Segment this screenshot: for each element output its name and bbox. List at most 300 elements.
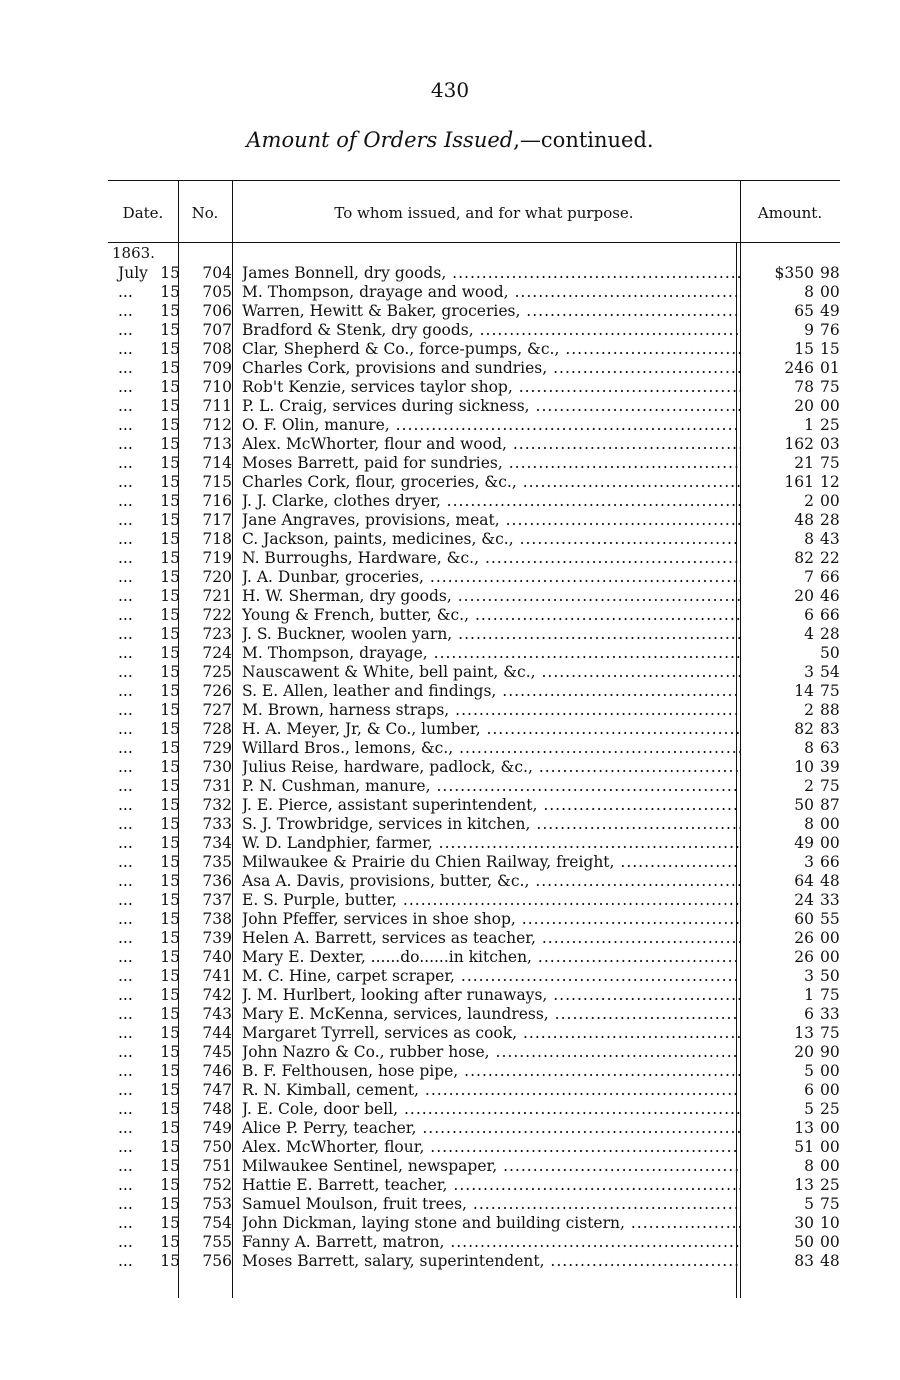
row-description: R. N. Kimball, cement, .....: [242, 1081, 740, 1100]
row-amount-dollars: 2: [804, 777, 814, 795]
row-description: O. F. Olin, manure, .....: [242, 416, 740, 435]
row-amount-dollars: 50: [794, 796, 814, 814]
table-row: [108, 701, 848, 720]
row-day: 15: [160, 587, 180, 605]
row-amount-cents: 50: [820, 644, 840, 662]
table-row: [108, 1176, 848, 1195]
row-month: ...: [118, 397, 133, 415]
row-amount-cents: 66: [820, 568, 840, 586]
row-month: ...: [118, 682, 133, 700]
row-day: 15: [160, 492, 180, 510]
row-number: 712: [202, 416, 232, 434]
row-amount-dollars: 49: [794, 834, 814, 852]
row-number: 714: [202, 454, 232, 472]
row-amount-dollars: 6: [804, 1081, 814, 1099]
page-title-italic: Amount of Orders Issued: [246, 128, 514, 152]
row-description: Bradford & Stenk, dry goods, .....: [242, 321, 740, 340]
row-day: 15: [160, 720, 180, 738]
row-number: 752: [202, 1176, 232, 1194]
row-amount-dollars: 13: [794, 1176, 814, 1194]
row-day: 15: [160, 1024, 180, 1042]
row-description: Fanny A. Barrett, matron, .....: [242, 1233, 740, 1252]
row-day: 15: [160, 454, 180, 472]
row-amount-cents: 98: [820, 264, 840, 282]
row-description: J. E. Pierce, assistant superintendent, .....: [242, 796, 740, 815]
row-description: M. Brown, harness straps, .....: [242, 701, 740, 720]
row-month: ...: [118, 606, 133, 624]
row-number: 743: [202, 1005, 232, 1023]
row-month: ...: [118, 796, 133, 814]
row-month: ...: [118, 739, 133, 757]
table-row: [108, 530, 848, 549]
row-amount-cents: 75: [820, 454, 840, 472]
row-month: ...: [118, 283, 133, 301]
row-amount-dollars: 3: [804, 967, 814, 985]
row-amount-dollars: 1: [804, 416, 814, 434]
table-row: [108, 283, 848, 302]
row-amount-cents: 66: [820, 606, 840, 624]
row-number: 718: [202, 530, 232, 548]
row-description: S. J. Trowbridge, services in kitchen, .....: [242, 815, 740, 834]
table-row: [108, 1081, 848, 1100]
table-row: [108, 511, 848, 530]
table-row: [108, 853, 848, 872]
row-description: M. Thompson, drayage, .....: [242, 644, 740, 663]
row-day: 15: [160, 872, 180, 890]
row-number: 728: [202, 720, 232, 738]
row-amount-cents: 75: [820, 777, 840, 795]
row-number: 745: [202, 1043, 232, 1061]
table-row: [108, 264, 848, 283]
row-month: ...: [118, 1157, 133, 1175]
table-row: [108, 1233, 848, 1252]
row-amount-dollars: 20: [794, 397, 814, 415]
row-amount-cents: 00: [820, 1138, 840, 1156]
table-row: [108, 606, 848, 625]
row-amount-dollars: 64: [794, 872, 814, 890]
row-month: ...: [118, 625, 133, 643]
row-amount-cents: 15: [820, 340, 840, 358]
header-date: Date.: [122, 204, 164, 222]
row-amount-dollars: 30: [794, 1214, 814, 1232]
row-number: 723: [202, 625, 232, 643]
row-number: 710: [202, 378, 232, 396]
page-title: [0, 128, 900, 152]
row-amount-cents: 33: [820, 891, 840, 909]
row-day: 15: [160, 359, 180, 377]
row-amount-dollars: 3: [804, 853, 814, 871]
row-month: ...: [118, 834, 133, 852]
row-day: 15: [160, 435, 180, 453]
row-month: ...: [118, 1119, 133, 1137]
row-month: ...: [118, 359, 133, 377]
row-day: 15: [160, 644, 180, 662]
row-amount-dollars: 2: [804, 492, 814, 510]
row-number: 706: [202, 302, 232, 320]
row-month: ...: [118, 473, 133, 491]
table-row: [108, 1005, 848, 1024]
table-row: [108, 340, 848, 359]
row-day: 15: [160, 682, 180, 700]
row-month: ...: [118, 910, 133, 928]
row-month: ...: [118, 416, 133, 434]
row-month: ...: [118, 1214, 133, 1232]
table-row: [108, 758, 848, 777]
row-day: 15: [160, 834, 180, 852]
table-row: [108, 549, 848, 568]
row-amount-cents: 00: [820, 1119, 840, 1137]
row-description: P. N. Cushman, manure, .....: [242, 777, 740, 796]
row-amount-dollars: 26: [794, 929, 814, 947]
row-description: Rob't Kenzie, services taylor shop, .....: [242, 378, 740, 397]
row-day: 15: [160, 625, 180, 643]
row-month: ...: [118, 891, 133, 909]
row-description: Charles Cork, flour, groceries, &c., .....: [242, 473, 740, 492]
table-header-rule: [108, 242, 840, 243]
row-number: 722: [202, 606, 232, 624]
row-description: C. Jackson, paints, medicines, &c., .....: [242, 530, 740, 549]
row-number: 748: [202, 1100, 232, 1118]
row-month: ...: [118, 568, 133, 586]
header-purpose: To whom issued, and for what purpose.: [334, 204, 634, 222]
row-number: 740: [202, 948, 232, 966]
row-day: 15: [160, 758, 180, 776]
row-description: J. M. Hurlbert, looking after runaways, .....: [242, 986, 740, 1005]
table-row: [108, 1195, 848, 1214]
table-row: [108, 492, 848, 511]
row-amount-dollars: 14: [794, 682, 814, 700]
row-description: J. S. Buckner, woolen yarn, .....: [242, 625, 740, 644]
row-amount-cents: 00: [820, 397, 840, 415]
row-description: M. Thompson, drayage and wood, .....: [242, 283, 740, 302]
row-amount-dollars: 83: [794, 1252, 814, 1270]
row-day: 15: [160, 1195, 180, 1213]
row-amount-cents: 00: [820, 815, 840, 833]
row-amount-cents: 75: [820, 682, 840, 700]
row-number: 715: [202, 473, 232, 491]
row-month: ...: [118, 1195, 133, 1213]
row-number: 749: [202, 1119, 232, 1137]
row-day: 15: [160, 1252, 180, 1270]
row-description: James Bonnell, dry goods, .....: [242, 264, 740, 283]
row-description: Jane Angraves, provisions, meat, .....: [242, 511, 740, 530]
row-description: John Dickman, laying stone and building cistern, .....: [242, 1214, 740, 1233]
row-amount-dollars: 8: [804, 815, 814, 833]
row-description: S. E. Allen, leather and findings, .....: [242, 682, 740, 701]
table-top-rule: [108, 180, 840, 181]
row-description: Nauscawent & White, bell paint, &c., .....: [242, 663, 740, 682]
row-amount-cents: 76: [820, 321, 840, 339]
row-amount-dollars: 60: [794, 910, 814, 928]
row-number: 733: [202, 815, 232, 833]
row-description: John Pfeffer, services in shoe shop, .....: [242, 910, 740, 929]
table-row: [108, 321, 848, 340]
row-description: John Nazro & Co., rubber hose, .....: [242, 1043, 740, 1062]
row-number: 756: [202, 1252, 232, 1270]
row-description: Moses Barrett, salary, superintendent, .....: [242, 1252, 740, 1271]
row-amount-cents: 63: [820, 739, 840, 757]
row-amount-dollars: 246: [784, 359, 814, 377]
row-amount-dollars: 24: [794, 891, 814, 909]
row-amount-cents: 00: [820, 1081, 840, 1099]
row-number: 738: [202, 910, 232, 928]
table-row: [108, 910, 848, 929]
row-amount-cents: 25: [820, 1100, 840, 1118]
row-day: 15: [160, 606, 180, 624]
row-number: 732: [202, 796, 232, 814]
row-description: Willard Bros., lemons, &c., .....: [242, 739, 740, 758]
row-amount-dollars: 161: [784, 473, 814, 491]
table-row: [108, 587, 848, 606]
row-amount-dollars: 7: [804, 568, 814, 586]
row-day: 15: [160, 777, 180, 795]
row-day: 15: [160, 1005, 180, 1023]
row-month: ...: [118, 492, 133, 510]
header-number: No.: [191, 204, 219, 222]
row-number: 725: [202, 663, 232, 681]
row-amount-cents: 12: [820, 473, 840, 491]
row-amount-dollars: 13: [794, 1024, 814, 1042]
row-amount-dollars: 82: [794, 720, 814, 738]
row-amount-dollars: 6: [804, 606, 814, 624]
row-month: ...: [118, 511, 133, 529]
table-row: [108, 929, 848, 948]
row-description: Young & French, butter, &c., .....: [242, 606, 740, 625]
row-description: N. Burroughs, Hardware, &c., .....: [242, 549, 740, 568]
row-amount-dollars: 82: [794, 549, 814, 567]
table-row: [108, 359, 848, 378]
row-day: 15: [160, 568, 180, 586]
row-description: Milwaukee & Prairie du Chien Railway, freight, .....: [242, 853, 740, 872]
row-description: H. A. Meyer, Jr, & Co., lumber, .....: [242, 720, 740, 739]
row-number: 726: [202, 682, 232, 700]
row-amount-dollars: 21: [794, 454, 814, 472]
row-amount-dollars: 51: [794, 1138, 814, 1156]
row-amount-dollars: 13: [794, 1119, 814, 1137]
row-number: 755: [202, 1233, 232, 1251]
row-month: ...: [118, 948, 133, 966]
row-amount-cents: 48: [820, 1252, 840, 1270]
table-row: [108, 1214, 848, 1233]
row-day: 15: [160, 283, 180, 301]
row-month: ...: [118, 454, 133, 472]
row-amount-dollars: 5: [804, 1062, 814, 1080]
row-number: 746: [202, 1062, 232, 1080]
row-number: 724: [202, 644, 232, 662]
row-day: 15: [160, 891, 180, 909]
row-description: W. D. Landphier, farmer, .....: [242, 834, 740, 853]
table-row: [108, 1138, 848, 1157]
row-number: 713: [202, 435, 232, 453]
row-description: Alice P. Perry, teacher, .....: [242, 1119, 740, 1138]
row-day: 15: [160, 549, 180, 567]
table-row: [108, 834, 848, 853]
row-day: 15: [160, 416, 180, 434]
table-row: [108, 1043, 848, 1062]
row-amount-cents: 00: [820, 929, 840, 947]
row-number: 709: [202, 359, 232, 377]
row-amount-dollars: 3: [804, 663, 814, 681]
row-amount-cents: 90: [820, 1043, 840, 1061]
row-description: Milwaukee Sentinel, newspaper, .....: [242, 1157, 740, 1176]
table-row: [108, 416, 848, 435]
row-amount-cents: 83: [820, 720, 840, 738]
row-amount-cents: 00: [820, 492, 840, 510]
row-day: 15: [160, 1176, 180, 1194]
row-day: 15: [160, 321, 180, 339]
row-amount-dollars: 5: [804, 1195, 814, 1213]
row-description: Helen A. Barrett, services as teacher, .....: [242, 929, 740, 948]
row-number: 742: [202, 986, 232, 1004]
row-number: 730: [202, 758, 232, 776]
row-month: ...: [118, 1233, 133, 1251]
row-month: ...: [118, 986, 133, 1004]
row-month: ...: [118, 1005, 133, 1023]
row-month: ...: [118, 378, 133, 396]
row-month: ...: [118, 1062, 133, 1080]
row-day: 15: [160, 378, 180, 396]
table-row: [108, 1119, 848, 1138]
row-amount-cents: 00: [820, 1062, 840, 1080]
table-row: [108, 967, 848, 986]
row-description: Warren, Hewitt & Baker, groceries, .....: [242, 302, 740, 321]
table-row: [108, 986, 848, 1005]
row-day: 15: [160, 663, 180, 681]
row-number: 739: [202, 929, 232, 947]
row-month: ...: [118, 1043, 133, 1061]
row-amount-cents: 00: [820, 834, 840, 852]
row-day: 15: [160, 967, 180, 985]
row-description: E. S. Purple, butter, .....: [242, 891, 740, 910]
row-day: 15: [160, 340, 180, 358]
table-row: [108, 397, 848, 416]
row-day: 15: [160, 1119, 180, 1137]
row-amount-cents: 00: [820, 1157, 840, 1175]
row-amount-cents: 39: [820, 758, 840, 776]
table-row: [108, 302, 848, 321]
row-number: 750: [202, 1138, 232, 1156]
row-description: Charles Cork, provisions and sundries, .....: [242, 359, 740, 378]
row-number: 708: [202, 340, 232, 358]
row-amount-cents: 87: [820, 796, 840, 814]
row-amount-cents: 28: [820, 511, 840, 529]
row-amount-dollars: 5: [804, 1100, 814, 1118]
row-month: ...: [118, 1081, 133, 1099]
table-row: [108, 891, 848, 910]
row-day: 15: [160, 739, 180, 757]
row-amount-cents: 54: [820, 663, 840, 681]
row-day: 15: [160, 1157, 180, 1175]
table-row: [108, 1024, 848, 1043]
row-number: 751: [202, 1157, 232, 1175]
row-amount-cents: 01: [820, 359, 840, 377]
row-month: ...: [118, 321, 133, 339]
row-number: 753: [202, 1195, 232, 1213]
row-amount-cents: 49: [820, 302, 840, 320]
row-month: ...: [118, 872, 133, 890]
row-number: 744: [202, 1024, 232, 1042]
row-month: ...: [118, 720, 133, 738]
row-number: 717: [202, 511, 232, 529]
table-row: [108, 720, 848, 739]
row-amount-cents: 75: [820, 1024, 840, 1042]
row-amount-cents: 48: [820, 872, 840, 890]
row-month: ...: [118, 435, 133, 453]
row-description: J. J. Clarke, clothes dryer, .....: [242, 492, 740, 511]
row-description: Clar, Shepherd & Co., force-pumps, &c., .....: [242, 340, 740, 359]
row-month: ...: [118, 701, 133, 719]
row-amount-dollars: 20: [794, 1043, 814, 1061]
table-row: [108, 1157, 848, 1176]
table-row: [108, 777, 848, 796]
table-row: [108, 815, 848, 834]
row-amount-dollars: 78: [794, 378, 814, 396]
row-amount-dollars: 162: [784, 435, 814, 453]
row-description: J. A. Dunbar, groceries, .....: [242, 568, 740, 587]
table-row: [108, 625, 848, 644]
table-row: [108, 663, 848, 682]
row-amount-dollars: 26: [794, 948, 814, 966]
row-day: 15: [160, 1100, 180, 1118]
row-month: ...: [118, 1176, 133, 1194]
row-day: 15: [160, 910, 180, 928]
table-row: [108, 568, 848, 587]
row-day: 15: [160, 1233, 180, 1251]
row-description: Samuel Moulson, fruit trees, .....: [242, 1195, 740, 1214]
orders-table-body: [108, 264, 848, 1271]
row-description: P. L. Craig, services during sickness, .....: [242, 397, 740, 416]
row-number: 731: [202, 777, 232, 795]
row-day: 15: [160, 511, 180, 529]
row-amount-cents: 43: [820, 530, 840, 548]
row-amount-cents: 75: [820, 378, 840, 396]
row-amount-dollars: 20: [794, 587, 814, 605]
row-amount-dollars: 4: [804, 625, 814, 643]
row-day: 15: [160, 948, 180, 966]
row-day: 15: [160, 986, 180, 1004]
row-month: ...: [118, 853, 133, 871]
row-number: 716: [202, 492, 232, 510]
row-day: 15: [160, 302, 180, 320]
row-amount-cents: 46: [820, 587, 840, 605]
row-day: 15: [160, 1138, 180, 1156]
row-day: 15: [160, 397, 180, 415]
row-description: Julius Reise, hardware, padlock, &c., .....: [242, 758, 740, 777]
row-amount-cents: 25: [820, 1176, 840, 1194]
row-number: 704: [202, 264, 232, 282]
row-month: ...: [118, 530, 133, 548]
row-number: 747: [202, 1081, 232, 1099]
row-number: 705: [202, 283, 232, 301]
row-amount-dollars: 48: [794, 511, 814, 529]
row-month: ...: [118, 815, 133, 833]
row-description: J. E. Cole, door bell, .....: [242, 1100, 740, 1119]
row-amount-cents: 00: [820, 1233, 840, 1251]
row-month: July: [118, 264, 148, 282]
row-month: ...: [118, 302, 133, 320]
row-number: 736: [202, 872, 232, 890]
row-description: B. F. Felthousen, hose pipe, .....: [242, 1062, 740, 1081]
row-amount-dollars: 8: [804, 1157, 814, 1175]
row-amount-dollars: 8: [804, 530, 814, 548]
page-title-rest: ,—continued.: [513, 128, 654, 152]
row-amount-cents: 03: [820, 435, 840, 453]
row-month: ...: [118, 758, 133, 776]
table-row: [108, 454, 848, 473]
row-day: 15: [160, 796, 180, 814]
table-row: [108, 1100, 848, 1119]
row-amount-cents: 33: [820, 1005, 840, 1023]
